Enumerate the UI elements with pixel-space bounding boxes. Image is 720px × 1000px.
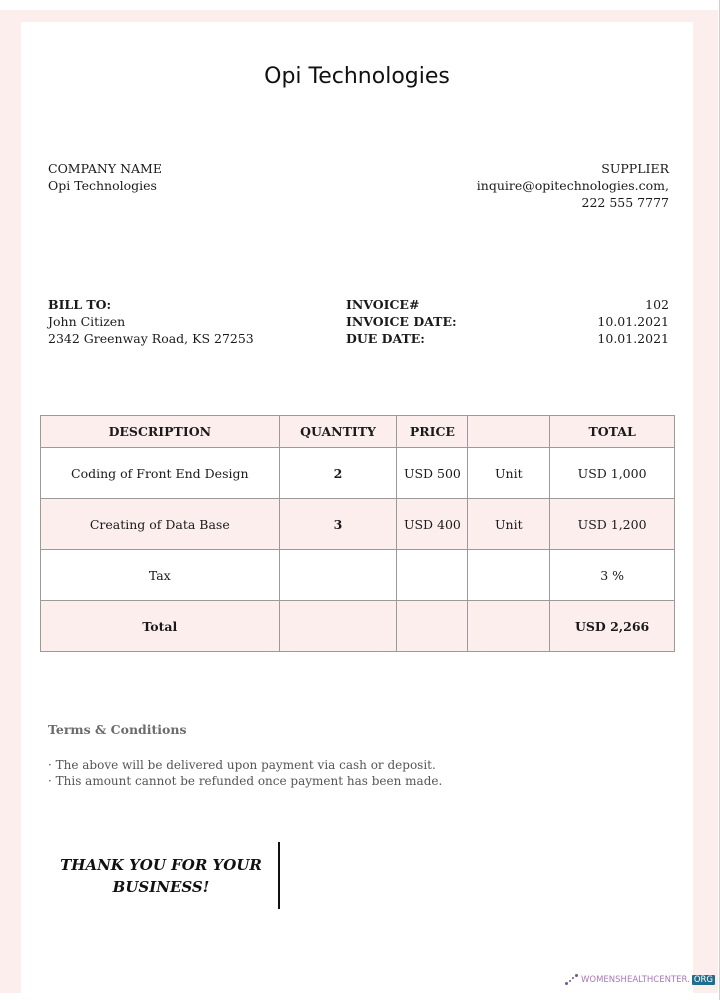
invoice-date: 10.01.2021: [597, 314, 669, 329]
tax-quantity: [279, 550, 397, 601]
thank-you-line-2: BUSINESS!: [112, 878, 210, 896]
thank-you-message: [57, 854, 265, 898]
company-block: [48, 160, 162, 194]
due-date-label: DUE DATE:: [346, 331, 425, 346]
document-title: Opi Technologies: [264, 64, 450, 89]
terms-heading: Terms & Conditions: [48, 722, 187, 737]
thank-you-line-1: THANK YOU FOR YOUR: [60, 856, 262, 874]
terms-line: · The above will be delivered upon payment via cash or deposit.: [48, 758, 436, 772]
row-description: Coding of Front End Design: [41, 448, 280, 499]
header-total: TOTAL: [550, 416, 675, 448]
tax-row: [41, 550, 675, 601]
company-label: COMPANY NAME: [48, 161, 162, 176]
row-description: Creating of Data Base: [41, 499, 280, 550]
header-unit: [468, 416, 550, 448]
total-label: Total: [41, 601, 280, 652]
watermark-badge: ORG: [693, 975, 713, 985]
watermark-logo-icon: [565, 974, 579, 986]
supplier-email: inquire@opitechnologies.com,: [476, 178, 669, 193]
header-price: PRICE: [397, 416, 468, 448]
bill-to-block: [48, 296, 254, 347]
watermark[interactable]: [565, 974, 715, 986]
bill-to-label: BILL TO:: [48, 297, 112, 312]
tax-value: 3 %: [550, 550, 675, 601]
supplier-label: SUPPLIER: [601, 161, 669, 176]
total-unit: [468, 601, 550, 652]
row-unit: Unit: [468, 499, 550, 550]
row-total: USD 1,200: [550, 499, 675, 550]
supplier-phone: 222 555 7777: [581, 195, 669, 210]
header-description: DESCRIPTION: [41, 416, 280, 448]
total-price: [397, 601, 468, 652]
grand-total: USD 2,266: [550, 601, 675, 652]
tax-price: [397, 550, 468, 601]
total-quantity: [279, 601, 397, 652]
row-price: USD 500: [397, 448, 468, 499]
row-total: USD 1,000: [550, 448, 675, 499]
row-quantity: 3: [279, 499, 397, 550]
watermark-text: WOMENSHEALTHCENTER.: [581, 975, 690, 985]
invoice-number-label: INVOICE#: [346, 297, 420, 312]
invoice-values: [597, 296, 669, 347]
header-quantity: QUANTITY: [279, 416, 397, 448]
bill-to-address: 2342 Greenway Road, KS 27253: [48, 331, 254, 346]
signature-divider: [278, 842, 280, 909]
tax-label: Tax: [41, 550, 280, 601]
row-unit: Unit: [468, 448, 550, 499]
invoice-date-label: INVOICE DATE:: [346, 314, 457, 329]
total-row: [41, 601, 675, 652]
supplier-block: [477, 160, 669, 211]
row-price: USD 400: [397, 499, 468, 550]
terms-list: [48, 757, 442, 789]
due-date: 10.01.2021: [597, 331, 669, 346]
invoice-labels: [346, 296, 457, 347]
table-row: [41, 499, 675, 550]
table-header-row: [41, 416, 675, 448]
terms-line: · This amount cannot be refunded once payment has been made.: [48, 774, 443, 788]
line-items-table: [40, 415, 675, 652]
bill-to-name: John Citizen: [48, 314, 126, 329]
company-name: Opi Technologies: [48, 178, 157, 193]
row-quantity: 2: [279, 448, 397, 499]
invoice-number: 102: [645, 297, 669, 312]
tax-unit: [468, 550, 550, 601]
invoice-sheet: [21, 22, 693, 993]
table-row: [41, 448, 675, 499]
